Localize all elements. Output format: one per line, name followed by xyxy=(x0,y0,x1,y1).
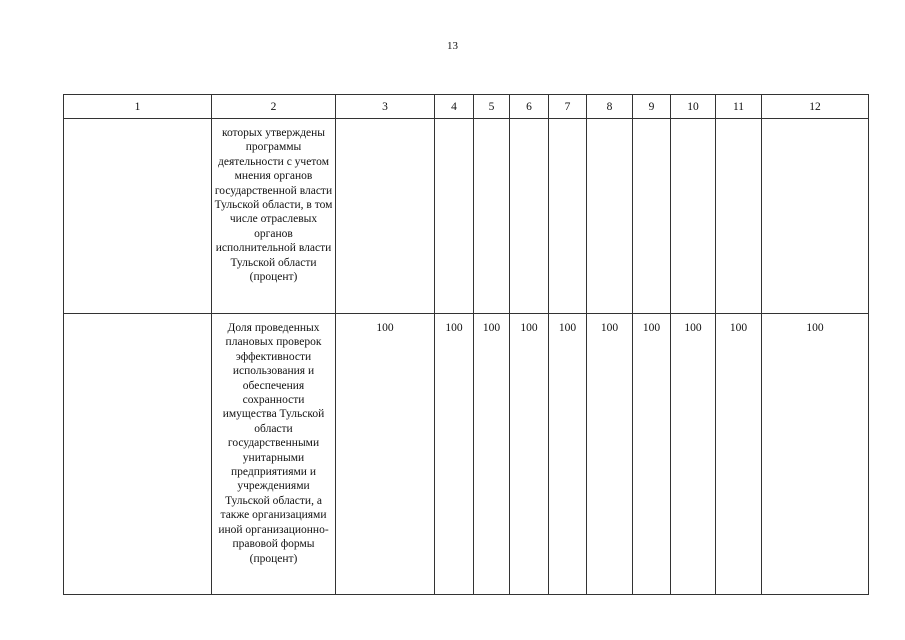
header-cell: 2 xyxy=(212,95,336,119)
header-cell: 3 xyxy=(336,95,435,119)
value-cell xyxy=(762,119,869,314)
header-cell: 1 xyxy=(64,95,212,119)
page-number: 13 xyxy=(447,40,458,52)
header-cell: 6 xyxy=(510,95,549,119)
value-cell: 100 xyxy=(633,314,671,595)
value-cell xyxy=(671,119,716,314)
header-cell: 11 xyxy=(716,95,762,119)
indicator-description-cell xyxy=(212,119,336,314)
value-cell xyxy=(587,119,633,314)
table-row xyxy=(64,119,869,314)
value-cell xyxy=(549,119,587,314)
value-cell xyxy=(474,119,510,314)
value-cell: 100 xyxy=(336,314,435,595)
value-cell xyxy=(336,119,435,314)
value-cell xyxy=(435,119,474,314)
value-cell: 100 xyxy=(474,314,510,595)
header-cell: 5 xyxy=(474,95,510,119)
header-cell: 12 xyxy=(762,95,869,119)
indicator-description-cell xyxy=(212,314,336,595)
value-cell: 100 xyxy=(510,314,549,595)
value-cell xyxy=(633,119,671,314)
indicator-description: Доля проведенных плановых проверок эффективности использования и обеспечения сохранности имущества Тульской области государственными унитарными предприятиями и учреждениями Тульской области, а также организациями иной организационно-правовой формы (процент) xyxy=(218,322,329,565)
value-cell: 100 xyxy=(716,314,762,595)
value-cell: 100 xyxy=(435,314,474,595)
indicator-description: которых утверждены программы деятельности с учетом мнения органов государственной власти Тульской области, в том числе отраслевых органов исполнительной власти Тульской области (процент) xyxy=(214,127,333,284)
header-cell: 4 xyxy=(435,95,474,119)
value-cell xyxy=(510,119,549,314)
value-cell: 100 xyxy=(671,314,716,595)
header-cell: 10 xyxy=(671,95,716,119)
value-cell: 100 xyxy=(587,314,633,595)
table-cell xyxy=(64,119,212,314)
header-cell: 9 xyxy=(633,95,671,119)
value-cell xyxy=(716,119,762,314)
table-header-row xyxy=(64,95,869,119)
value-cell: 100 xyxy=(762,314,869,595)
table-cell xyxy=(64,314,212,595)
header-cell: 7 xyxy=(549,95,587,119)
value-cell: 100 xyxy=(549,314,587,595)
header-cell: 8 xyxy=(587,95,633,119)
data-table xyxy=(63,94,869,595)
table-row xyxy=(64,314,869,595)
